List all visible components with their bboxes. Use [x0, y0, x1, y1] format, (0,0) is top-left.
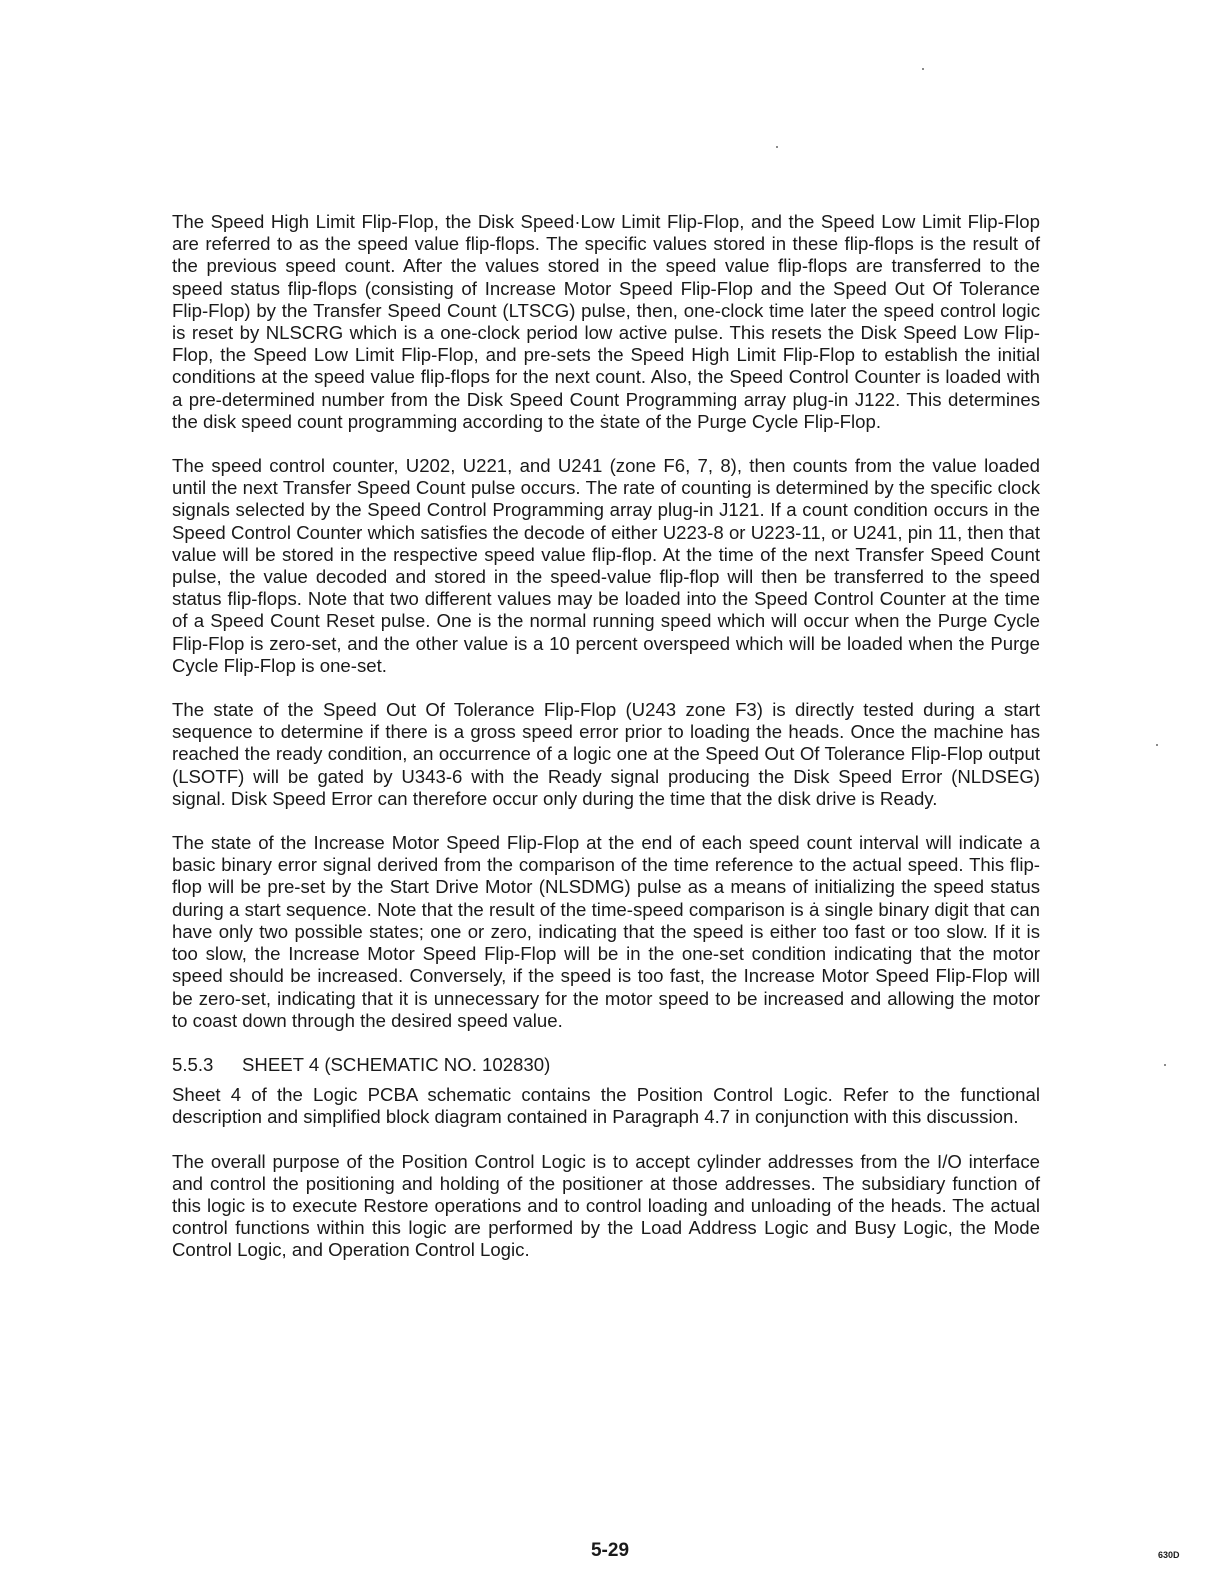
section-number: 5.5.3 — [172, 1053, 214, 1075]
section-title: SHEET 4 (SCHEMATIC NO. 102830) — [242, 1053, 551, 1075]
paragraph-speed-out-of-tolerance: The state of the Speed Out Of Tolerance Flip-Flop (U243 zone F3) is directly tested during a start sequence to determine if there is a gross speed error prior to loading the heads. Once the machine has reached the ready condition, an occurrence of a logic one at the Speed Out Of Tolerance Flip-Flop output (LSOTF) will be gated by U343-6 with the Ready signal producing the Disk Speed Error (NLDSEG) signal. Disk Speed Error can therefore occur only during the time that the disk drive is Ready. — [172, 699, 1040, 809]
paragraph-speed-control-counter: The speed control counter, U202, U221, and U241 (zone F6, 7, 8), then counts from the value loaded until the next Transfer Speed Count pulse occurs. The rate of counting is determined by the specific clock signals selected by the Speed Control Programming array plug-in J121. If a count condition occurs in the Speed Control Counter which satisfies the decode of either U223-8 or U223-11, or U241, pin 11, then that value will be stored in the respective speed value flip-flop. At the time of the next Transfer Speed Count pulse, the value decoded and stored in the speed-value flip-flop will then be transferred to the speed status flip-flops. Note that two different values may be loaded into the Speed Control Counter at the time of a Speed Count Reset pulse. One is the normal running speed which will occur when the Purge Cycle Flip-Flop is zero-set, and the other value is a 10 percent overspeed which will be loaded when the Purge Cycle Flip-Flop is one-set. — [172, 455, 1040, 676]
scan-speck — [776, 146, 778, 148]
form-code: 630D — [1158, 1550, 1180, 1560]
paragraph-speed-value-flip-flops: The Speed High Limit Flip-Flop, the Disk Speed·Low Limit Flip-Flop, and the Speed Low Limit Flip-Flop are referred to as the speed value flip-flops. The specific values stored in these flip-flops is the result of the previous speed count. After the values stored in the speed value flip-flops are transferred to the speed status flip-flops (consisting of Increase Motor Speed Flip-Flop and the Speed Out Of Tolerance Flip-Flop) by the Transfer Speed Count (LTSCG) pulse, then, one-clock time later the speed control logic is reset by NLSCRG which is a one-clock period low active pulse. This resets the Disk Speed Low Flip-Flop, the Speed Low Limit Flip-Flop, and pre-sets the Speed High Limit Flip-Flop to establish the initial conditions at the speed value flip-flops for the next count. Also, the Speed Control Counter is loaded with a pre-determined number from the Disk Speed Count Programming array plug-in J122. This determines the disk speed count programming according to the ṡtate of the Purge Cycle Flip-Flop. — [172, 211, 1040, 432]
page-number: 5-29 — [590, 1540, 630, 1561]
scan-speck — [1156, 744, 1158, 746]
scan-speck — [922, 68, 924, 70]
section-heading — [172, 1054, 1040, 1076]
scan-speck — [1164, 1064, 1166, 1066]
paragraph-position-control-purpose: The overall purpose of the Position Control Logic is to accept cylinder addresses from the I/O interface and control the positioning and holding of the positioner at those addresses. The subsidiary function of this logic is to execute Restore operations and to control loading and unloading of the heads. The actual control functions within this logic are performed by the Load Address Logic and Busy Logic, the Mode Control Logic, and Operation Control Logic. — [172, 1150, 1040, 1261]
document-body — [172, 211, 1040, 1284]
paragraph-increase-motor-speed: The state of the Increase Motor Speed Flip-Flop at the end of each speed count interval will indicate a basic binary error signal derived from the comparison of the time reference to the actual speed. This flip-flop will be pre-set by the Start Drive Motor (NLSDMG) pulse as a means of initializing the speed status during a start sequence. Note that the result of the time-speed comparison is ȧ single binary digit that can have only two possible states; one or zero, indicating that the speed is either too fast or too slow. If it is too slow, the Increase Motor Speed Flip-Flop will be in the one-set condition indicating that the motor speed should be increased. Conversely, if the speed is too fast, the Increase Motor Speed Flip-Flop will be zero-set, indicating that it is unnecessary for the motor speed to be increased and allowing the motor to coast down through the desired speed value. — [172, 832, 1040, 1031]
paragraph-sheet-4-intro: Sheet 4 of the Logic PCBA schematic contains the Position Control Logic. Refer to the functional description and simplified block diagram contained in Paragraph 4.7 in conjunction with this discussion. — [172, 1084, 1040, 1128]
